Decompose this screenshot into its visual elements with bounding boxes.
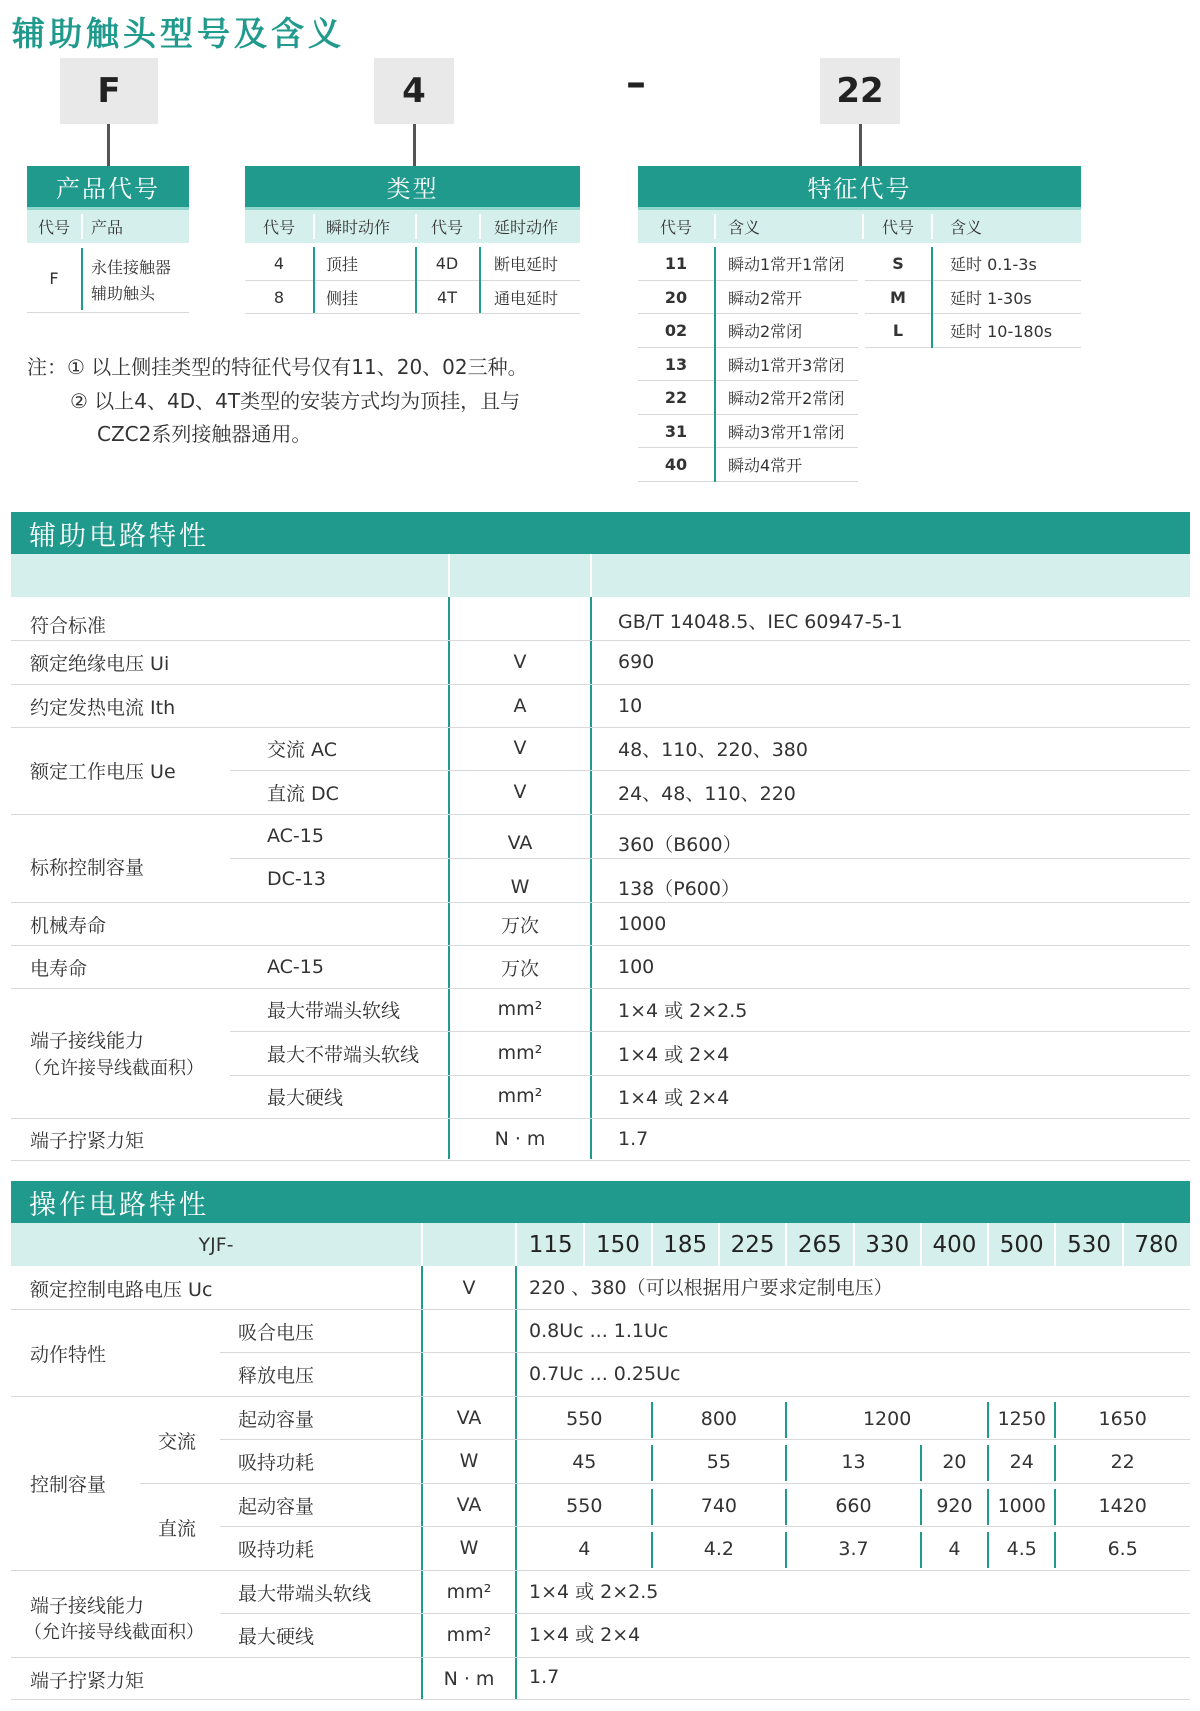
op-value: 1×4 或 2×4 <box>529 1623 641 1646</box>
col-product: 产品 <box>91 218 124 237</box>
type-delay: 通电延时 <box>494 288 559 308</box>
divider <box>651 1402 653 1438</box>
op-value: 220 、380（可以根据用户要求定制电压） <box>529 1276 893 1299</box>
col-code: 代号 <box>37 218 70 237</box>
divider <box>651 1489 653 1525</box>
divider <box>11 727 1190 728</box>
divider <box>230 770 1190 771</box>
note-line: CZC2系列接触器通用。 <box>97 422 312 446</box>
aux-sub: 交流 AC <box>267 738 337 761</box>
col-delay: 延时动作 <box>494 218 559 237</box>
aux-unit: N · m <box>494 1128 546 1150</box>
divider <box>920 1532 922 1568</box>
divider <box>220 1613 1190 1614</box>
feature-code: 02 <box>664 321 688 341</box>
divider <box>785 1445 787 1481</box>
aux-value: 100 <box>618 956 655 978</box>
aux-unit: W <box>510 876 530 898</box>
divider <box>11 902 1190 903</box>
divider <box>313 214 315 239</box>
aux-sub: 最大带端头软线 <box>267 999 401 1022</box>
divider <box>11 988 1190 989</box>
feature-meaning: 瞬动2常开 <box>728 288 803 308</box>
divider <box>220 1439 1190 1440</box>
model-number: 780 <box>1134 1231 1179 1258</box>
yjf-label: YJF- <box>198 1233 234 1256</box>
feature-code: S <box>892 254 904 274</box>
control-value: 1420 <box>1098 1495 1147 1517</box>
feature-code: 20 <box>664 287 688 307</box>
divider <box>714 247 716 482</box>
aux-value: 48、110、220、380 <box>618 738 808 761</box>
model-number: 185 <box>663 1231 708 1258</box>
feature-code: 40 <box>664 455 688 475</box>
divider <box>987 1402 989 1438</box>
aux-unit: V <box>513 651 527 673</box>
op-unit: V <box>462 1277 476 1299</box>
control-value: 550 <box>566 1408 603 1430</box>
op-sub: 最大硬线 <box>238 1625 315 1648</box>
feature-meaning: 延时 0.1-3s <box>950 255 1037 275</box>
control-value: 660 <box>835 1495 872 1517</box>
op-unit: W <box>459 1450 479 1472</box>
divider <box>920 1489 922 1525</box>
divider <box>638 481 858 482</box>
divider <box>81 248 83 310</box>
op-label: 端子拧紧力矩 <box>30 1669 145 1692</box>
type-instant: 顶挂 <box>326 254 359 274</box>
divider <box>313 247 315 313</box>
divider <box>448 554 450 597</box>
divider <box>11 1699 1190 1700</box>
aux-label: 额定工作电压 Ue <box>30 760 176 783</box>
control-value: 4 <box>578 1538 591 1560</box>
divider <box>920 1445 922 1481</box>
aux-value: 360（B600） <box>618 833 742 856</box>
aux-unit: 万次 <box>500 914 539 937</box>
feature-code: 13 <box>664 354 688 374</box>
feature-meaning: 瞬动3常开1常闭 <box>728 422 845 442</box>
aux-label: 电寿命 <box>30 957 88 980</box>
aux-label: 端子拧紧力矩 <box>30 1129 145 1152</box>
feature-code: 31 <box>664 421 688 441</box>
note-line: 注：① 以上侧挂类型的特征代号仅有11、20、02三种。 <box>27 355 528 379</box>
aux-sub: 直流 DC <box>267 782 339 805</box>
op-label: 动作特性 <box>30 1343 107 1366</box>
col-instant: 瞬时动作 <box>326 218 391 237</box>
aux-value: 138（P600） <box>618 877 740 900</box>
divider <box>865 347 1081 348</box>
divider <box>220 1352 1190 1353</box>
model-number: 400 <box>932 1231 977 1258</box>
op-ac-label: 交流 <box>158 1430 197 1453</box>
divider <box>651 1223 653 1266</box>
feature-code: M <box>890 287 906 307</box>
feature-code: 22 <box>664 388 688 408</box>
connector-line <box>413 124 416 166</box>
divider <box>1054 1445 1056 1481</box>
aux-sub: AC-15 <box>267 956 324 978</box>
model-number: 225 <box>730 1231 775 1258</box>
product-desc: 辅助触头 <box>91 283 156 303</box>
type-code: 4 <box>273 253 285 273</box>
aux-value: 10 <box>618 695 643 717</box>
divider <box>862 214 864 239</box>
connector-line <box>107 124 110 166</box>
divider <box>11 814 1190 815</box>
control-value: 3.7 <box>838 1538 869 1560</box>
divider <box>931 214 933 239</box>
feature-code: 11 <box>664 254 688 274</box>
op-value: 0.8Uc ... 1.1Uc <box>529 1320 669 1342</box>
control-value: 55 <box>706 1451 731 1473</box>
product-table-header: 产品代号 <box>27 166 189 210</box>
aux-label-note: （允许接导线截面积） <box>24 1058 204 1079</box>
divider <box>230 858 1190 859</box>
divider <box>479 247 481 313</box>
aux-sub: DC-13 <box>267 868 326 890</box>
aux-label: 端子接线能力 <box>30 1029 145 1052</box>
op-unit: VA <box>456 1494 482 1516</box>
aux-value: 1×4 或 2×4 <box>618 1086 730 1109</box>
product-desc: 永佳接触器 <box>91 257 172 277</box>
aux-sub: AC-15 <box>267 825 324 847</box>
op-sub: 吸持功耗 <box>238 1538 315 1561</box>
control-value: 1000 <box>997 1495 1046 1517</box>
control-value: 1250 <box>997 1408 1046 1430</box>
divider <box>1054 1489 1056 1525</box>
aux-unit: mm² <box>497 1042 543 1064</box>
feature-meaning: 瞬动1常开3常闭 <box>728 355 845 375</box>
control-value: 13 <box>841 1451 866 1473</box>
control-value: 740 <box>700 1495 738 1517</box>
feature-meaning: 延时 10-180s <box>950 322 1053 342</box>
aux-value: GB/T 14048.5、IEC 60947-5-1 <box>618 610 903 633</box>
divider <box>27 312 189 313</box>
code-feature: 22 <box>820 58 900 124</box>
control-value: 920 <box>936 1495 973 1517</box>
feature-meaning: 瞬动2常闭 <box>728 322 803 342</box>
op-label: 额定控制电路电压 Uc <box>30 1278 213 1301</box>
code-dash: – <box>626 60 646 106</box>
divider <box>651 1532 653 1568</box>
aux-label: 符合标准 <box>30 614 107 637</box>
control-value: 4 <box>948 1538 961 1560</box>
control-value: 4.2 <box>703 1538 734 1560</box>
control-value: 6.5 <box>1107 1538 1138 1560</box>
divider <box>651 1445 653 1481</box>
aux-unit: 万次 <box>500 957 539 980</box>
op-label: 控制容量 <box>30 1473 107 1496</box>
divider <box>11 1160 1190 1161</box>
type-code: 4D <box>435 253 459 273</box>
op-unit: mm² <box>446 1624 492 1646</box>
connector-line <box>859 124 862 166</box>
code-type: 4 <box>374 58 454 124</box>
feature-meaning: 延时 1-30s <box>950 288 1032 308</box>
divider <box>853 1223 855 1266</box>
code-product: F <box>60 58 158 124</box>
divider <box>987 1445 989 1481</box>
op-sub: 吸合电压 <box>238 1321 315 1344</box>
op-unit: W <box>459 1537 479 1559</box>
divider <box>11 684 1190 685</box>
op-section-title: 操作电路特性 <box>11 1181 1190 1223</box>
divider <box>785 1489 787 1525</box>
col-code: 代号 <box>881 218 914 237</box>
aux-label: 标称控制容量 <box>30 856 145 879</box>
op-dc-label: 直流 <box>158 1517 197 1540</box>
op-unit: N · m <box>443 1668 495 1690</box>
aux-sub: 最大不带端头软线 <box>267 1043 420 1066</box>
control-value: 550 <box>566 1495 603 1517</box>
col-code: 代号 <box>430 218 463 237</box>
model-number: 330 <box>865 1231 910 1258</box>
col-code: 代号 <box>659 218 692 237</box>
feature-meaning: 瞬动1常开1常闭 <box>728 255 845 275</box>
aux-label: 约定发热电流 Ith <box>30 696 176 719</box>
divider <box>11 1657 1190 1658</box>
divider <box>11 640 1190 641</box>
page-title: 辅助触头型号及含义 <box>12 14 345 53</box>
divider <box>1054 1223 1056 1266</box>
op-sub: 最大带端头软线 <box>238 1582 372 1605</box>
type-instant: 侧挂 <box>326 288 359 308</box>
divider <box>415 247 417 313</box>
model-number: 500 <box>999 1231 1044 1258</box>
control-value: 800 <box>700 1408 738 1430</box>
divider <box>11 1396 1190 1397</box>
divider <box>987 1223 989 1266</box>
model-number: 530 <box>1067 1231 1111 1258</box>
aux-section-title: 辅助电路特性 <box>11 512 1190 554</box>
op-sub: 吸持功耗 <box>238 1451 315 1474</box>
divider <box>987 1532 989 1568</box>
op-value: 1.7 <box>529 1666 560 1688</box>
divider <box>785 1532 787 1568</box>
aux-value: 1×4 或 2×2.5 <box>618 999 748 1022</box>
control-value: 22 <box>1110 1451 1135 1473</box>
divider <box>718 1223 720 1266</box>
control-value: 4.5 <box>1006 1538 1037 1560</box>
aux-value: 1.7 <box>618 1128 649 1150</box>
divider <box>81 214 83 239</box>
divider <box>220 1526 1190 1527</box>
divider <box>1054 1532 1056 1568</box>
type-delay: 断电延时 <box>494 254 559 274</box>
divider <box>11 1570 1190 1571</box>
divider <box>230 1031 1190 1032</box>
col-meaning: 含义 <box>728 218 761 237</box>
divider <box>785 1223 787 1266</box>
divider <box>479 214 481 239</box>
col-meaning: 含义 <box>950 218 983 237</box>
feature-code: L <box>892 321 904 341</box>
type-code: 4T <box>437 287 457 307</box>
control-value: 1200 <box>862 1408 912 1430</box>
aux-unit: V <box>513 737 527 759</box>
divider <box>1122 1223 1124 1266</box>
aux-value: 1×4 或 2×4 <box>618 1043 730 1066</box>
note-line: ② 以上4、4D、4T类型的安装方式均为顶挂，且与 <box>70 389 521 413</box>
op-value: 0.7Uc ... 0.25Uc <box>529 1363 681 1385</box>
divider <box>714 214 716 239</box>
divider <box>987 1489 989 1525</box>
divider <box>11 1118 1190 1119</box>
aux-label: 机械寿命 <box>30 914 107 937</box>
divider <box>590 554 592 597</box>
op-sub: 起动容量 <box>238 1495 315 1518</box>
aux-unit: mm² <box>497 1085 543 1107</box>
type-table-header: 类型 <box>245 166 580 210</box>
type-code: 8 <box>273 287 285 307</box>
op-label: 端子接线能力 <box>30 1594 145 1617</box>
feature-meaning: 瞬动2常开2常闭 <box>728 389 845 409</box>
divider <box>785 1402 787 1438</box>
control-value: 45 <box>572 1451 597 1473</box>
aux-unit: V <box>513 781 527 803</box>
op-label-note: （允许接导线截面积） <box>24 1622 204 1643</box>
divider <box>140 1483 1190 1484</box>
divider <box>920 1223 922 1266</box>
aux-value: 24、48、110、220 <box>618 782 796 805</box>
aux-sub: 最大硬线 <box>267 1086 344 1109</box>
divider <box>11 1309 1190 1310</box>
aux-value: 1000 <box>618 913 667 935</box>
model-number: 150 <box>595 1231 640 1258</box>
aux-unit: mm² <box>497 998 543 1020</box>
op-sub: 起动容量 <box>238 1408 315 1431</box>
op-value: 1×4 或 2×2.5 <box>529 1580 659 1603</box>
divider <box>245 313 580 314</box>
aux-value: 690 <box>618 651 655 673</box>
feature-meaning: 瞬动4常开 <box>728 456 803 476</box>
op-unit: VA <box>456 1407 482 1429</box>
divider <box>11 945 1190 946</box>
divider <box>230 1075 1190 1076</box>
model-number: 265 <box>797 1231 842 1258</box>
aux-subheader <box>11 554 1190 597</box>
divider <box>931 247 933 348</box>
aux-label: 额定绝缘电压 Ui <box>30 652 170 675</box>
aux-unit: A <box>513 695 527 717</box>
divider <box>421 1223 423 1266</box>
model-number: 115 <box>528 1231 573 1258</box>
col-code: 代号 <box>262 218 295 237</box>
divider <box>583 1223 585 1266</box>
control-value: 1650 <box>1098 1408 1147 1430</box>
control-value: 20 <box>942 1451 967 1473</box>
op-sub: 释放电压 <box>238 1364 315 1387</box>
divider <box>415 214 417 239</box>
op-unit: mm² <box>446 1581 492 1603</box>
feature-table-header: 特征代号 <box>638 166 1081 210</box>
control-value: 24 <box>1009 1451 1034 1473</box>
aux-unit: VA <box>507 832 533 854</box>
product-code: F <box>49 268 59 288</box>
divider <box>1054 1402 1056 1438</box>
